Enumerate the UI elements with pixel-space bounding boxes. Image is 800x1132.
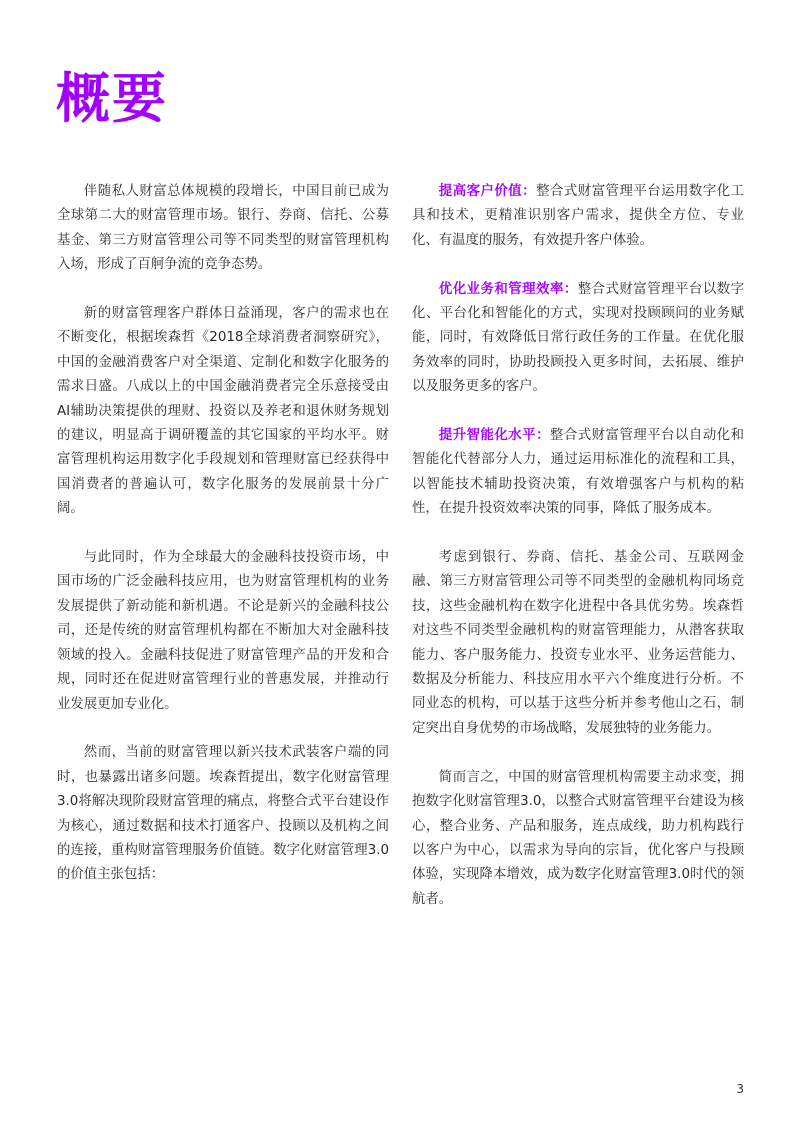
value-item-lead: 提升智能化水平： [438,428,550,444]
value-item-customer [412,180,744,253]
left-column [57,180,389,912]
value-item-text: 整合式财富管理平台运用数字化工具和技术，更精准识别客户需求，提供全方位、专业化、有温度的服务，有效提升客户体验。 [412,184,745,248]
intro-paragraph-1: 伴随私人财富总体规模的段增长，中国目前已成为全球第二大的财富管理市场。银行、券商、信托、公募基金、第三方财富管理公司等不同类型的财富管理机构入场，形成了百舸争流的竞争态势。 [57,184,389,273]
value-item-lead: 提高客户价值： [438,184,537,199]
analysis-paragraph: 考虑到银行、券商、信托、基金公司、互联网金融、第三方财富管理公司等不同类型的金融机构同场竞技，这些金融机构在数字化进程中各具优劣势。埃森哲对这些不同类型金融机构的财富管理能力，从潜客获取能力、客户服务能力、投资专业水平、业务运营能力、数据及分析能力、科技应用水平六个维度进行分析。不同业态的机构，可以基于这些分析并参考他山之石，制定突出自身优势的市场战略，发展独特的业务能力。 [412,550,744,736]
intro-paragraph-2: 新的财富管理客户群体日益涌现，客户的需求也在不断变化，根据埃森哲《2018全球消费者洞察研究》，中国的金融消费客户对全渠道、定制化和数字化服务的需求日盛。八成以上的中国金融消费者完全乐意接受由AI辅助决策提供的理财、投资以及养老和退休财务规划的建议，明显高于调研覆盖的其它国家的平均水平。财富管理机构运用数字化手段规划和管理财富已经获得中国消费者的普遍认可，数字化服务的发展前景十分广阔。 [57,306,389,517]
value-item-lead: 优化业务和管理效率： [438,281,578,297]
page-title: 概要 [56,67,168,130]
intro-paragraph-3: 与此同时，作为全球最大的金融科技投资市场，中国市场的广泛金融科技应用，也为财富管理机构的业务发展提供了新动能和新机遇。不论是新兴的金融科技公司，还是传统的财富管理机构都在不断加大对金融科技领域的投入。金融科技促进了财富管理产品的开发和合规，同时还在促进财富管理行业的普惠发展，并推动行业发展更加专业化。 [57,550,389,712]
intro-paragraph-4: 然而，当前的财富管理以新兴技术武装客户端的同时，也暴露出诸多问题。埃森哲提出，数字化财富管理3.0将解决现阶段财富管理的痛点，将整合式平台建设作为核心，通过数据和技术打通客户、投顾以及机构之间的连接，重构财富管理服务价值链。数字化财富管理3.0的价值主张包括： [57,745,389,883]
conclusion-paragraph: 简而言之，中国的财富管理机构需要主动求变，拥抱数字化财富管理3.0，以整合式财富管理平台建设为核心，整合业务、产品和服务，连点成线，助力机构践行以客户为中心，以需求为导向的宗旨，优化客户与投顾体验，实现降本增效，成为数字化财富管理3.0时代的领航者。 [412,769,744,907]
value-item-intelligence [412,424,744,522]
value-item-text: 整合式财富管理平台以数字化、平台化和智能化的方式，实现对投顾顾问的业务赋能，同时，有效降低日常行政任务的工作量。在优化服务效率的同时，协助投顾投入更多时间，去拓展、维护以及服务更多的客户。 [412,281,745,395]
right-column [412,180,744,937]
value-item-text: 整合式财富管理平台以自动化和智能化代替部分人力，通过运用标准化的流程和工具，以智能技术辅助投资决策，有效增强客户与机构的粘性，在提升投资效率决策的同事，降低了服务成本。 [412,428,745,517]
page-number: 3 [736,1082,744,1096]
value-item-efficiency [412,278,744,400]
